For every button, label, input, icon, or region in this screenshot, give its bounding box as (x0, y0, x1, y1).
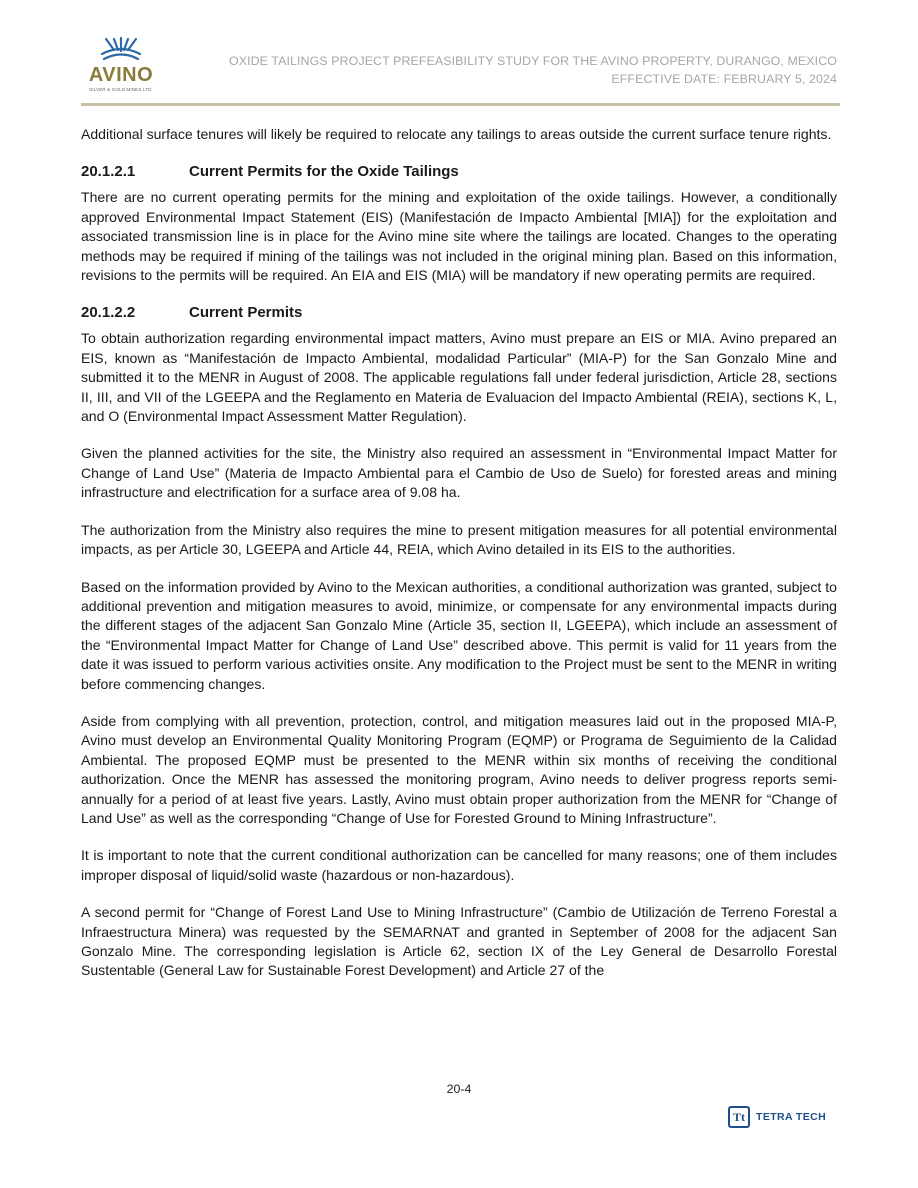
paragraph: Given the planned activities for the site, the Ministry also required an assessment in “Environmental Impact Matter for Change of Land Use” (Materia de Impacto Ambiental para el Cambio de Uso de Suelo) for forested areas and mining infrastructure and electrification for a surface area of 9.08 ha. (81, 445, 837, 501)
document-body (81, 125, 837, 999)
effective-date: EFFECTIVE DATE: FEBRUARY 5, 2024 (611, 72, 837, 86)
page-number: 20-4 (446, 1082, 472, 1096)
paragraph: It is important to note that the current conditional authorization can be cancelled for many reasons; one of them includes improper disposal of liquid/solid waste (hazardous or non-hazardous). (81, 847, 837, 883)
paragraph: There are no current operating permits for the mining and exploitation of the oxide tailings. However, a conditionally approved Environmental Impact Statement (EIS) (Manifestación de Impacto Ambiental [MIA]) for the exploitation and associated transmission line is in place for the Avino mine site where the tailings are located. Changes to the operating methods may be required if mining of the tailings was not included in the original mining plan. Based on this information, revisions to the permits will be required. An EIA and EIS (MIA) will be mandatory if new operating permits are required. (81, 189, 837, 284)
paragraph: Based on the information provided by Avino to the Mexican authorities, a conditional authorization was granted, subject to additional prevention and mitigation measures to avoid, minimize, or compensate for any environmental impacts during the different stages of the adjacent San Gonzalo Mine (Article 35, section II, LGEEPA), which include an assessment of the “Environmental Impact Matter for Change of Land Use” described above. This permit is valid for 11 years from the date it was issued to perform various activities onsite. Any modification to the Project must be sent to the MENR in writing before commencing changes. (81, 578, 837, 692)
tetra-tech-logo (728, 1106, 826, 1128)
document-header (229, 52, 837, 88)
avino-logo-tagline: SILVER & GOLD MINES LTD. (89, 87, 153, 92)
section-number: 20.1.2.1 (81, 163, 136, 181)
paragraph: To obtain authorization regarding environmental impact matters, Avino must prepare an EIS or MIA. Avino prepared an EIS, known as “Manifestación de Impacto Ambiental, modalidad Particular” (MIA-P) for the San Gonzalo Mine and submitted it to the MENR in August of 2008. The applicable regulations fall under federal jurisdiction, Article 28, sections II, III, and VII of the LGEEPA and the Reglamento en Materia de Evaluacion del Impacto Ambiental (REIA), sections K, L, and O (Environmental Impact Assessment Matter Regulation). (81, 330, 837, 425)
avino-logo-word: AVINO (88, 64, 154, 86)
tetra-tech-wordmark: TETRA TECH (756, 1111, 827, 1123)
section-heading-20-1-2-2 (81, 303, 837, 322)
intro-paragraph: Additional surface tenures will likely be required to relocate any tailings to areas outside the current surface tenure rights. (81, 126, 832, 142)
paragraph: Aside from complying with all prevention, protection, control, and mitigation measures laid out in the proposed MIA-P, Avino must develop an Environmental Quality Monitoring Program (EQMP) or Programa de Seguimiento de la Calidad Ambiental. The proposed EQMP must be presented to the MENR within six months of receiving the conditional authorization. Once the MENR has assessed the monitoring program, Avino needs to deliver progress reports semi-annually for a period of at least five years. Lastly, Avino must obtain proper authorization from the MENR for “Change of Land Use” as well as the corresponding “Change of Use for Forested Ground to Mining Infrastructure”. (81, 712, 837, 826)
header-divider (81, 103, 840, 106)
section-title: Current Permits for the Oxide Tailings (189, 163, 459, 181)
tetra-tech-mark-icon: Tt (728, 1106, 750, 1128)
paragraph: A second permit for “Change of Forest Land Use to Mining Infrastructure” (Cambio de Utilización de Terreno Forestal a Infraestructura Minera) was requested by the SEMARNAT and granted in September of 2008 for the adjacent San Gonzalo Mine. The corresponding legislation is Article 62, section IX of the Ley General de Desarrollo Forestal Sustentable (General Law for Sustainable Forest Development) and Article 27 of the (81, 904, 837, 979)
paragraph: The authorization from the Ministry also requires the mine to present mitigation measures for all potential environmental impacts, as per Article 30, LGEEPA and Article 44, REIA, which Avino detailed in its EIS to the authorities. (81, 521, 837, 558)
document-title: OXIDE TAILINGS PROJECT PREFEASIBILITY STUDY FOR THE AVINO PROPERTY, DURANGO, MEXICO (228, 54, 837, 68)
section-heading-20-1-2-1 (81, 162, 837, 181)
section-number: 20.1.2.2 (81, 304, 136, 322)
section-title: Current Permits (189, 304, 303, 322)
